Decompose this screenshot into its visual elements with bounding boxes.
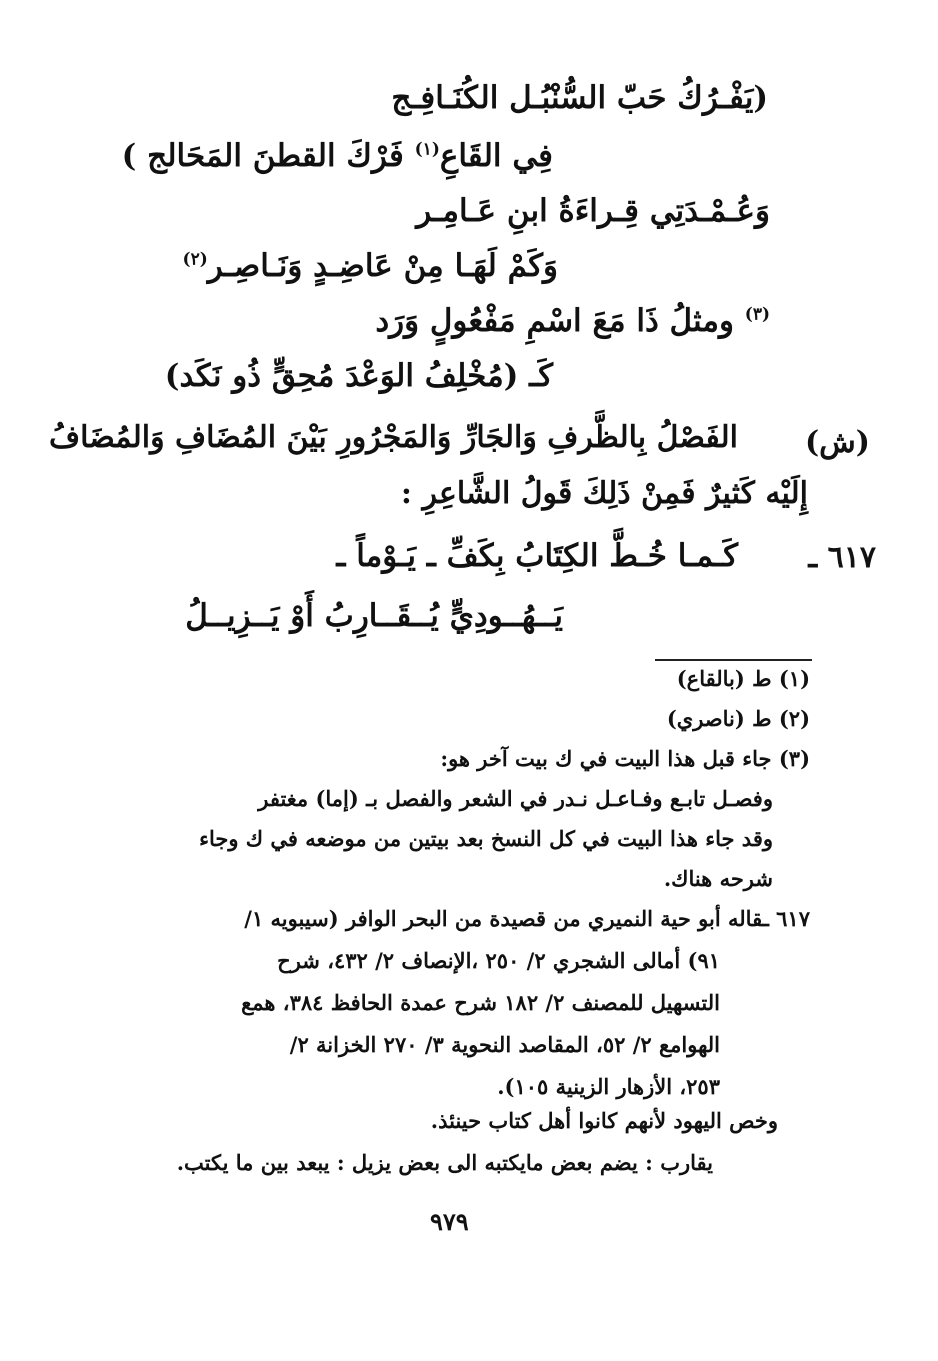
footnote-2: (٢) ط (ناصري) bbox=[666, 706, 810, 731]
verse-line-1: (يَفْـرُكُ حَبّ السُّنْبُـل الكُنَـافِـج bbox=[391, 80, 768, 116]
verse-line-4: وَكَمْ لَهَـا مِنْ عَاضِـدٍ وَنَـاصِـر$^{(٢)}$ bbox=[182, 248, 558, 284]
footnote-explanation-2: يقارب : يضم بعض مايكتبه الى بعض يزيل : يبعد بين ما يكتب. bbox=[176, 1150, 713, 1175]
sharh-label: (ش) bbox=[804, 425, 870, 460]
footnote-ref-1: (١) bbox=[414, 139, 440, 160]
footnote-617-line-2: ٩١) أمالى الشجري ٢/ ٢٥٠ ،الإنصاف ٢/ ٤٣٢، شرح bbox=[277, 948, 720, 973]
sharh-line-1: الفَصْلُ بِالظَّرفِ وَالجَارِّ وَالمَجْرُورِ بَيْنَ المُضَافِ وَالمُضَافُ bbox=[49, 420, 738, 455]
poem-number: ٦١٧ ـ bbox=[808, 540, 876, 575]
verse-line-2: فِي القَاعِ$^{(١)}$ فَرْكَ القطنَ المَحَالج ) bbox=[121, 138, 553, 174]
footnote-3-note: وقد جاء هذا البيت في كل النسخ بعد بيتين من موضعه في ك وجاء bbox=[199, 826, 773, 851]
footnote-ref-3: (٣) bbox=[744, 304, 770, 325]
footnote-617-line-4: الهوامع ٢/ ٥٢، المقاصد النحوية ٣/ ٢٧٠ الخزانة ٢/ bbox=[289, 1032, 720, 1057]
page-number: ٩٧٩ bbox=[430, 1207, 469, 1236]
footnote-separator bbox=[655, 659, 812, 661]
footnote-explanation-1: وخص اليهود لأنهم كانوا أهل كتاب حينئذ. bbox=[430, 1108, 778, 1133]
verse-line-5: $^{(٣)}$ ومثلُ ذَا مَعَ اسْمِ مَفْعُولٍ وَرَد bbox=[375, 303, 770, 339]
verse-line-3: وَعُـمْـدَتِي قِـراءَةُ ابنِ عَـامِـر bbox=[416, 193, 770, 229]
verse-line-6: كَـ (مُخْلِفُ الوَعْدَ مُحِقٍّ ذُو نَكَد) bbox=[164, 358, 553, 394]
poem-line-1: كَـمـا خُـطَّ الكِتَابُ بِكَفِّ ـ يَـوْماً ـ bbox=[336, 538, 738, 574]
poem-line-2: يَــهُــودِيٍّ يُــقَــارِبُ أَوْ يَــزِيــلُ bbox=[185, 598, 563, 634]
footnote-617-line-5: ٢٥٣، الأزهار الزينية ١٠٥). bbox=[497, 1074, 720, 1099]
sharh-line-2: إِلَيْه كَثيرٌ فَمِنْ ذَلِكَ قَولُ الشَّاعِرِ : bbox=[400, 476, 808, 511]
footnote-3-verse: وفصـل تابـع وفـاعـل نـدر في الشعر والفصل بـ (إما) مغتفر bbox=[258, 786, 773, 811]
footnote-3: (٣) جاء قبل هذا البيت في ك بيت آخر هو: bbox=[440, 746, 810, 771]
footnote-3-note-end: شرحه هناك. bbox=[663, 866, 773, 891]
footnote-617-line-3: التسهيل للمصنف ٢/ ١٨٢ شرح عمدة الحافظ ٣٨٤، همع bbox=[241, 990, 720, 1015]
footnote-ref-2: (٢) bbox=[182, 249, 208, 270]
footnote-617-line-1: ٦١٧ ـقاله أبو حية النميري من قصيدة من البحر الوافر (سيبويه ١/ bbox=[244, 906, 810, 931]
footnote-1: (١) ط (بالقاع) bbox=[676, 666, 810, 691]
